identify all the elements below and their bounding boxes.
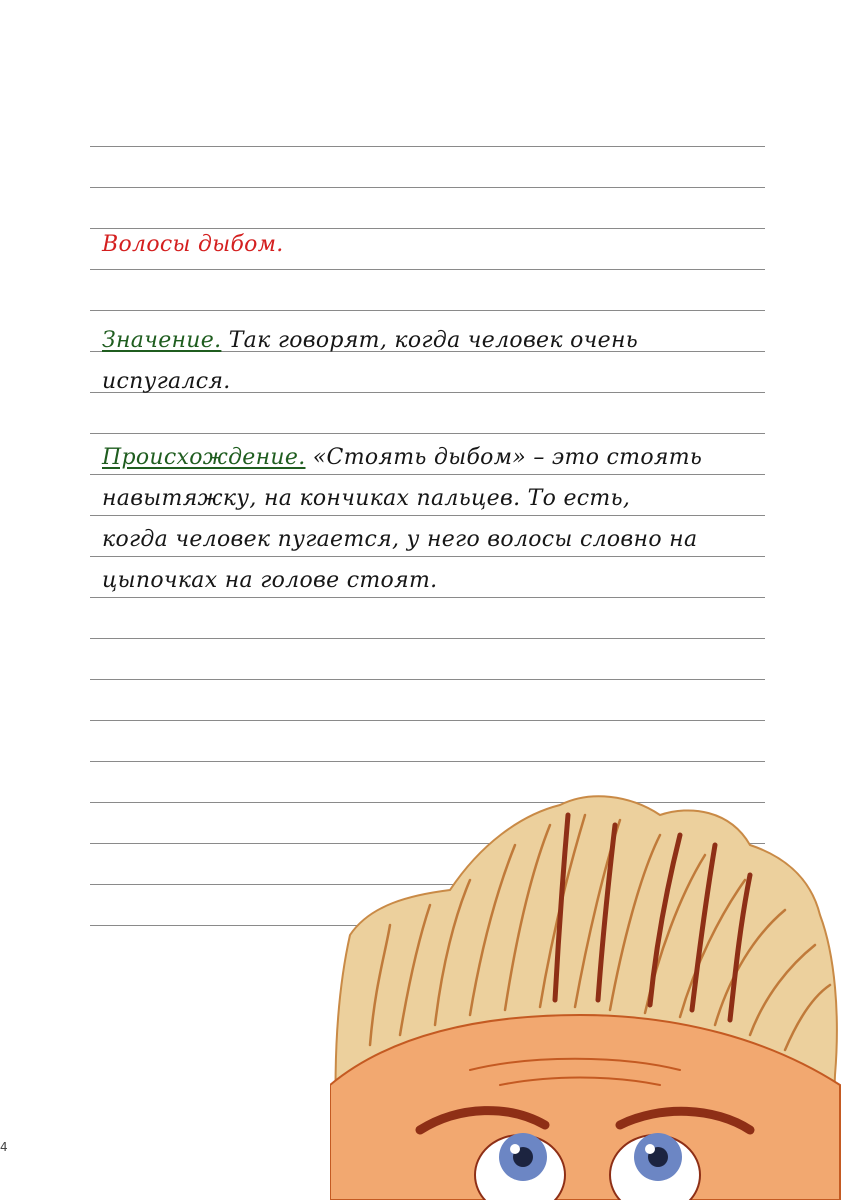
rule-line xyxy=(90,761,765,762)
phrase-title: Волосы дыбом. xyxy=(102,232,284,257)
meaning-line-1 xyxy=(102,328,638,354)
rule-line xyxy=(90,269,765,270)
origin-text: «Стоять дыбом» – это стоять xyxy=(312,445,703,470)
scared-boy-hair-on-end-icon xyxy=(330,785,848,1200)
rule-line xyxy=(90,720,765,721)
meaning-line-2: испугался. xyxy=(102,369,231,394)
origin-line-3: когда человек пугается, у него волосы словно на xyxy=(102,527,698,552)
rule-line xyxy=(90,515,765,516)
rule-line xyxy=(90,310,765,311)
rule-line xyxy=(90,433,765,434)
origin-label: Происхождение. xyxy=(102,445,306,470)
rule-line xyxy=(90,597,765,598)
meaning-label: Значение. xyxy=(102,328,222,353)
rule-line xyxy=(90,146,765,147)
origin-line-1 xyxy=(102,445,702,471)
origin-line-2: навытяжку, на кончиках пальцев. То есть, xyxy=(102,486,631,511)
rule-line xyxy=(90,679,765,680)
rule-line xyxy=(90,228,765,229)
rule-line xyxy=(90,638,765,639)
rule-line xyxy=(90,556,765,557)
origin-line-4: цыпочках на голове стоят. xyxy=(102,568,438,593)
page-corner-mark: 4 xyxy=(0,1140,8,1154)
rule-line xyxy=(90,474,765,475)
rule-line xyxy=(90,187,765,188)
meaning-text: Так говорят, когда человек очень xyxy=(228,328,639,353)
